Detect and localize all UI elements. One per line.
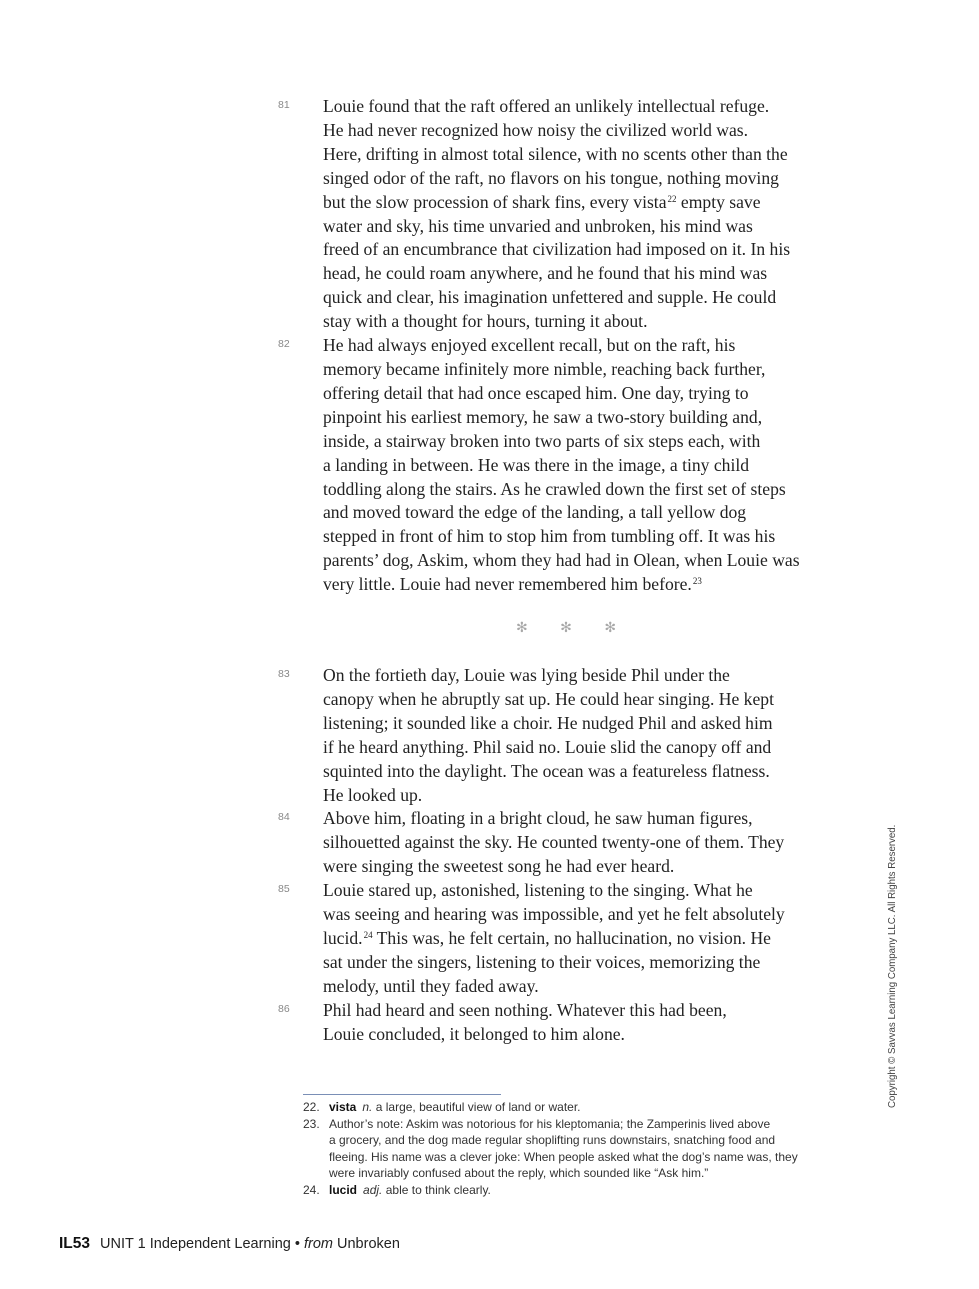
text-line: melody, until they faded away. xyxy=(323,975,539,996)
text-line: He looked up. xyxy=(323,784,423,805)
text-line: Above him, floating in a bright cloud, he saw human figures, xyxy=(323,808,753,829)
paragraph-number: 82 xyxy=(278,338,290,351)
text-line: sat under the singers, listening to their voices, memorizing the xyxy=(323,951,761,972)
line-text: but the slow procession of shark fins, every vista xyxy=(323,191,667,212)
footnote xyxy=(303,1116,843,1182)
text-line: Here, drifting in almost total silence, with no scents other than the xyxy=(323,143,788,164)
footnote-part-of-speech: n. xyxy=(362,1100,373,1114)
footnote-rule xyxy=(303,1094,501,1095)
paragraph-number: 85 xyxy=(278,883,290,896)
text-line: He had never recognized how noisy the civilized world was. xyxy=(323,119,749,140)
text-line: stepped in front of him to stop him from tumbling off. It was his xyxy=(323,526,776,547)
paragraph xyxy=(278,807,843,879)
text-line: head, he could roam anywhere, and he found that his mind was xyxy=(323,263,768,284)
text-line: stay with a thought for hours, turning it about. xyxy=(323,311,648,332)
footnote-ref: 22 xyxy=(667,193,677,204)
text-line: offering detail that had once escaped him. One day, trying to xyxy=(323,382,749,403)
footer-from: from xyxy=(303,1236,333,1252)
footnote-number: 24. xyxy=(303,1182,320,1197)
line-text: lucid. xyxy=(323,927,363,948)
paragraph-number: 86 xyxy=(278,1002,290,1015)
text-line: memory became infinitely more nimble, reaching back further, xyxy=(323,358,766,379)
text-line: inside, a stairway broken into two parts of six steps each, with xyxy=(323,430,761,451)
text-line xyxy=(303,191,843,215)
copyright-notice: Copyright © Savvas Learning Company LLC. All Rights Reserved. xyxy=(887,824,898,1108)
text-line: parents’ dog, Askim, whom they had had in Olean, when Louie was xyxy=(323,550,800,571)
text-line: pinpoint his earliest memory, he saw a two-story building and, xyxy=(323,406,763,427)
text-line: silhouetted against the sky. He counted twenty-one of them. They xyxy=(323,832,785,853)
body-text-bottom xyxy=(278,664,843,1047)
footnote-text: able to think clearly. xyxy=(385,1182,491,1197)
footnote-text: fleeing. His name was a clever joke: When people asked what the dog’s name was, they xyxy=(329,1149,798,1164)
text-line: On the fortieth day, Louie was lying beside Phil under the xyxy=(323,665,730,685)
section-break: ✻ ✻ ✻ xyxy=(515,620,631,636)
text-line: water and sky, his time unvaried and unbroken, his mind was xyxy=(323,215,753,236)
footnote-ref: 23 xyxy=(692,576,702,587)
paragraph xyxy=(278,664,843,807)
footnote-number: 23. xyxy=(303,1116,320,1131)
footnote-text: Author’s note: Askim was notorious for his kleptomania; the Zamperinis lived above xyxy=(329,1116,771,1131)
text-line: if he heard anything. Phil said no. Louie slid the canopy off and xyxy=(323,736,772,757)
footnote-term: vista xyxy=(329,1100,357,1114)
footnote-part-of-speech: adj. xyxy=(363,1182,383,1197)
body-text-top xyxy=(278,95,843,597)
text-line: canopy when he abruptly sat up. He could hear singing. He kept xyxy=(323,688,774,709)
page-number: IL53 xyxy=(59,1235,91,1252)
line-text: empty save xyxy=(676,191,761,212)
text-line: listening; it sounded like a choir. He nudged Phil and asked him xyxy=(323,712,773,733)
text-line: Phil had heard and seen nothing. Whatever this had been, xyxy=(323,999,727,1020)
footnote-text: were invariably confused about the reply, which sounded like “Ask him.” xyxy=(329,1166,709,1181)
paragraph xyxy=(278,95,843,334)
paragraph xyxy=(278,879,843,999)
paragraph-number: 81 xyxy=(278,99,290,111)
footnote xyxy=(303,1182,843,1199)
paragraph xyxy=(278,999,843,1047)
text-line: singed odor of the raft, no flavors on his tongue, nothing moving xyxy=(323,167,779,188)
footnote-ref: 24 xyxy=(363,930,373,941)
text-line: was seeing and hearing was impossible, and yet he felt absolutely xyxy=(323,904,785,925)
footnote-text: a large, beautiful view of land or water. xyxy=(375,1100,581,1114)
footnotes xyxy=(303,1099,843,1199)
footnote-number: 22. xyxy=(303,1100,320,1114)
paragraph-number: 83 xyxy=(278,668,290,680)
text-line: a landing in between. He was there in the image, a tiny child xyxy=(323,454,750,475)
paragraph xyxy=(278,334,843,597)
text-line xyxy=(303,927,843,951)
text-line: squinted into the daylight. The ocean was a featureless flatness. xyxy=(323,760,770,781)
footnote-term: lucid xyxy=(329,1182,358,1197)
footnote xyxy=(303,1099,843,1116)
text-line: quick and clear, his imagination unfettered and supple. He could xyxy=(323,287,777,308)
text-line xyxy=(303,573,843,597)
footer-title: Unbroken xyxy=(337,1236,400,1252)
text-line: Louie stared up, astonished, listening to the singing. What he xyxy=(323,880,753,901)
footer-unit: UNIT 1 Independent Learning • xyxy=(100,1236,300,1252)
text-line: He had always enjoyed excellent recall, but on the raft, his xyxy=(323,335,736,356)
footnote-text: a grocery, and the dog made regular shoplifting runs downstairs, snatching food and xyxy=(329,1133,776,1148)
paragraph-number: 84 xyxy=(278,811,290,824)
line-text: This was, he felt certain, no hallucination, no vision. He xyxy=(372,927,771,948)
text-line: were singing the sweetest song he had ever heard. xyxy=(323,856,675,877)
text-line: toddling along the stairs. As he crawled down the first set of steps xyxy=(323,478,786,499)
text-line: Louie found that the raft offered an unlikely intellectual refuge. xyxy=(323,96,770,116)
line-text: very little. Louie had never remembered him before. xyxy=(323,574,692,595)
page-footer xyxy=(59,1235,400,1253)
text-line: freed of an encumbrance that civilization had imposed on it. In his xyxy=(323,239,791,260)
text-line: and moved toward the edge of the landing, a tall yellow dog xyxy=(323,502,747,523)
text-line: Louie concluded, it belonged to him alone. xyxy=(323,1023,625,1044)
